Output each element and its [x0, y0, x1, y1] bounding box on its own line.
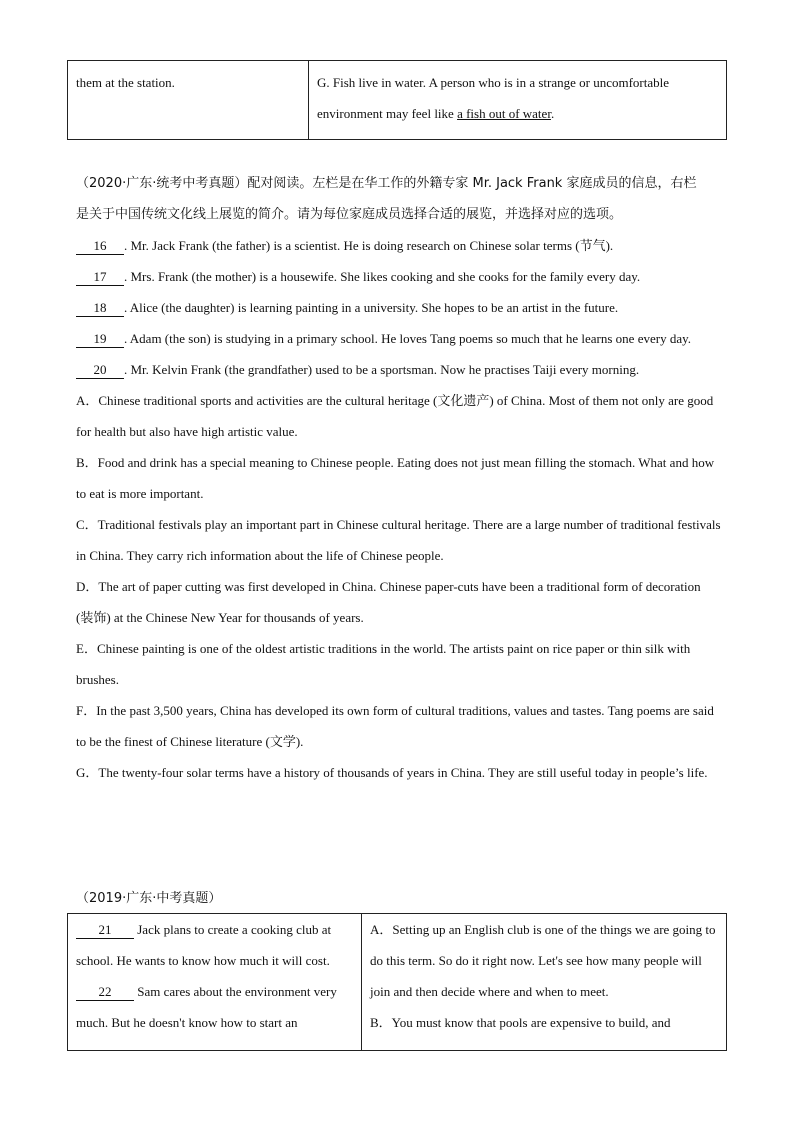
answer-blank: 21	[76, 922, 134, 939]
option-item: F．In the past 3,500 years, China has developed its own form of cultural traditions, values and tastes. Tang poems are said to be the finest of Chinese literature (文学).	[76, 703, 714, 749]
matching-table-top	[67, 60, 727, 140]
question-text: . Mr. Kelvin Frank (the grandfather) used to be a sportsman. Now he practises Taiji every morning.	[124, 362, 640, 377]
club-option-item: B．You must know that pools are expensive to build, and	[370, 1015, 671, 1030]
option-item: C．Traditional festivals play an important part in Chinese cultural heritage. There are a large number of traditional festivals in China. They carry rich information about the life of Chinese people.	[76, 517, 721, 563]
left-cell	[68, 61, 309, 140]
option-item: E．Chinese painting is one of the oldest artistic traditions in the world. The artists paint on rice paper or thin silk with brushes.	[76, 641, 691, 687]
person-list	[76, 914, 353, 1038]
option-item: A．Chinese traditional sports and activities are the cultural heritage (文化遗产) of China. Most of them not only are good for health but also have high artistic value.	[76, 393, 714, 439]
answer-blank: 16	[76, 238, 124, 255]
question-item	[76, 261, 721, 292]
question-item	[76, 230, 721, 261]
club-option-item: A．Setting up an English club is one of the things we are going to do this term. So do it right now. Let's see how many people will join and then decide where and when to meet.	[370, 922, 716, 999]
club-option-list	[370, 914, 718, 1038]
answer-blank: 22	[76, 984, 134, 1001]
right-column	[362, 914, 727, 1051]
option-item: D．The art of paper cutting was first developed in China. Chinese paper-cuts have been a traditional form of decoration (装饰) at the Chinese New Year for thousands of years.	[76, 579, 701, 625]
right-cell	[309, 61, 727, 140]
question-list	[76, 230, 721, 385]
question-text: . Mr. Jack Frank (the father) is a scientist. He is doing research on Chinese solar terms (节气).	[124, 238, 614, 253]
matching-table-2019	[67, 913, 727, 1051]
section-intro-line-2: 是关于中国传统文化线上展览的简介。请为每位家庭成员选择合适的展览，并选择对应的选项。	[76, 207, 623, 222]
answer-blank: 19	[76, 331, 124, 348]
person-item	[76, 914, 353, 976]
answer-blank: 20	[76, 362, 124, 379]
option-item: G．The twenty-four solar terms have a history of thousands of years in China. They are still useful today in people’s life.	[76, 765, 708, 780]
underlined-phrase: a fish out of water	[457, 106, 551, 121]
option-item: B．Food and drink has a special meaning to Chinese people. Eating does not just mean filling the stomach. What and how to eat is more important.	[76, 455, 715, 501]
left-cell-text: them at the station.	[76, 75, 175, 90]
question-item	[76, 323, 721, 354]
answer-blank: 17	[76, 269, 124, 286]
person-item	[76, 976, 353, 1038]
option-list	[76, 385, 721, 788]
section-2019-header: （2019·广东·中考真题）	[76, 891, 222, 906]
answer-blank: 18	[76, 300, 124, 317]
person-text: Jack plans to create a cooking club at school. He wants to know how much it will cost.	[76, 922, 332, 968]
section-intro-line-1: （2020·广东·统考中考真题）配对阅读。左栏是在华工作的外籍专家 Mr. Jack Frank 家庭成员的信息，右栏	[76, 176, 697, 191]
option-g-text: G. Fish live in water. A person who is in a strange or uncomfortable environment may feel like	[317, 75, 670, 121]
question-text: . Adam (the son) is studying in a primary school. He loves Tang poems so much that he learns one every day.	[124, 331, 691, 346]
question-text: . Mrs. Frank (the mother) is a housewife. She likes cooking and she cooks for the family every day.	[124, 269, 641, 284]
question-item	[76, 292, 721, 323]
section-2020	[76, 168, 721, 788]
left-column	[68, 914, 362, 1051]
person-text: Sam cares about the environment very much. But he doesn't know how to start an	[76, 984, 337, 1030]
sentence-end: .	[550, 106, 555, 121]
question-text: . Alice (the daughter) is learning painting in a university. She hopes to be an artist in the future.	[124, 300, 619, 315]
question-item	[76, 354, 721, 385]
